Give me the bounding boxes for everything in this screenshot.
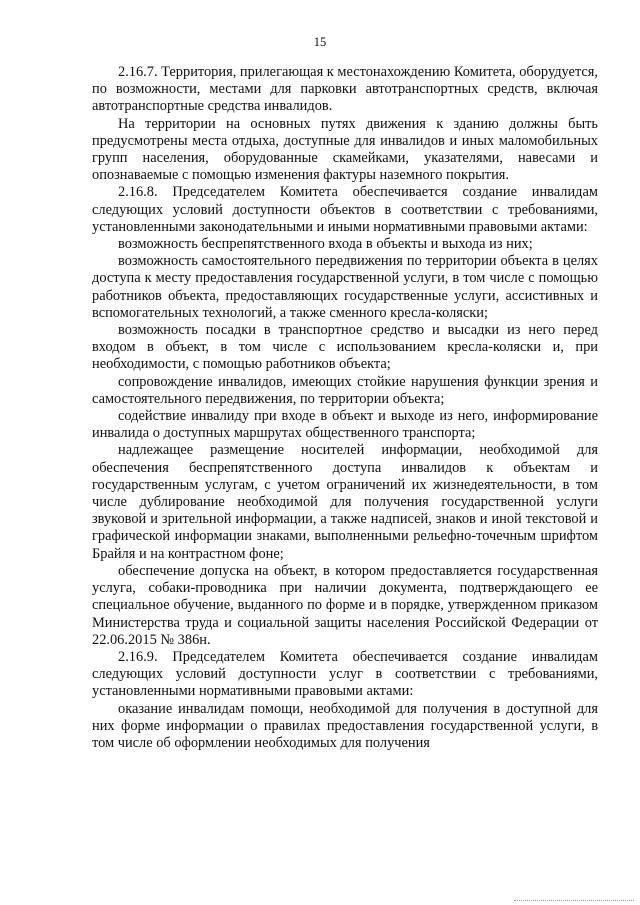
list-item-independent-movement: возможность самостоятельного передвижения по территории объекта в целях доступа к месту предоставления государственной услуги, в том числе с помощью работников объекта, предоставляющих государственные услуги, ассистивных и вспомогательных технологий, а также сменного кресла-коляски; xyxy=(92,253,598,321)
list-item-guide-dog: обеспечение допуска на объект, в котором предоставляется государственная услуга, собаки-проводника при наличии документа, подтверждающего ее специальное обучение, выданного по форме и в порядке, утвержденном приказом Министерства труда и социальной защиты населения Российской Федерации от 22.06.2015 № 386н. xyxy=(92,562,598,648)
list-item-help-information: оказание инвалидам помощи, необходимой для получения в доступной для них форме информации о правилах предоставления государственной услуги, в том числе об оформлении необходимых для получения xyxy=(92,700,598,751)
document-body xyxy=(92,64,598,752)
paragraph-2-16-7: 2.16.7. Территория, прилегающая к местонахождению Комитета, оборудуется, по возможности, местами для парковки автотранспортных средств, включая автотранспортные средства инвалидов. xyxy=(92,64,599,115)
list-item-entry-exit: возможность беспрепятственного входа в объекты и выхода из них; xyxy=(118,236,533,253)
paragraph-territory-rest-places: На территории на основных путях движения к зданию должны быть предусмотрены места отдыха, доступные для инвалидов и иных маломобильных групп населения, оборудованные скамейками, указателями, навесами и опознаваемые с помощью изменения фактуры наземного покрытия. xyxy=(92,115,598,184)
list-item-boarding-transport: возможность посадки в транспортное средство и высадки из него перед входом в объект, в том числе с использованием кресла-коляски и, при необходимости, с помощью работников объекта; xyxy=(92,322,598,373)
paragraph-2-16-9: 2.16.9. Председателем Комитета обеспечивается создание инвалидам следующих условий доступности услуг в соответствии с требованиями, установленными нормативными правовыми актами: xyxy=(92,648,598,700)
paragraph-2-16-8: 2.16.8. Председателем Комитета обеспечивается создание инвалидам следующих условий доступности объектов в соответствии с требованиями, установленными законодательными и иными нормативными правовыми актами: xyxy=(92,184,598,235)
list-item-information-placement: надлежащее размещение носителей информации, необходимой для обеспечения беспрепятственного доступа инвалидов к объектам и государственным услугам, с учетом ограничений их жизнедеятельности, в том числе дублирование необходимой для получения государственной услуги звуковой и зрительной информации, а также надписей, знаков и иной текстовой и графической информации знаками, выполненными рельефно-точечным шрифтом Брайля и на контрастном фоне; xyxy=(92,442,598,562)
list-item-escort: сопровождение инвалидов, имеющих стойкие нарушения функции зрения и самостоятельного передвижения, по территории объекта; xyxy=(92,373,598,407)
list-item-assistance-routes: содействие инвалиду при входе в объект и выходе из него, информирование инвалида о доступных маршрутах общественного транспорта; xyxy=(92,408,598,442)
scan-edge-mark xyxy=(514,898,634,901)
page-number: 15 xyxy=(313,35,327,49)
